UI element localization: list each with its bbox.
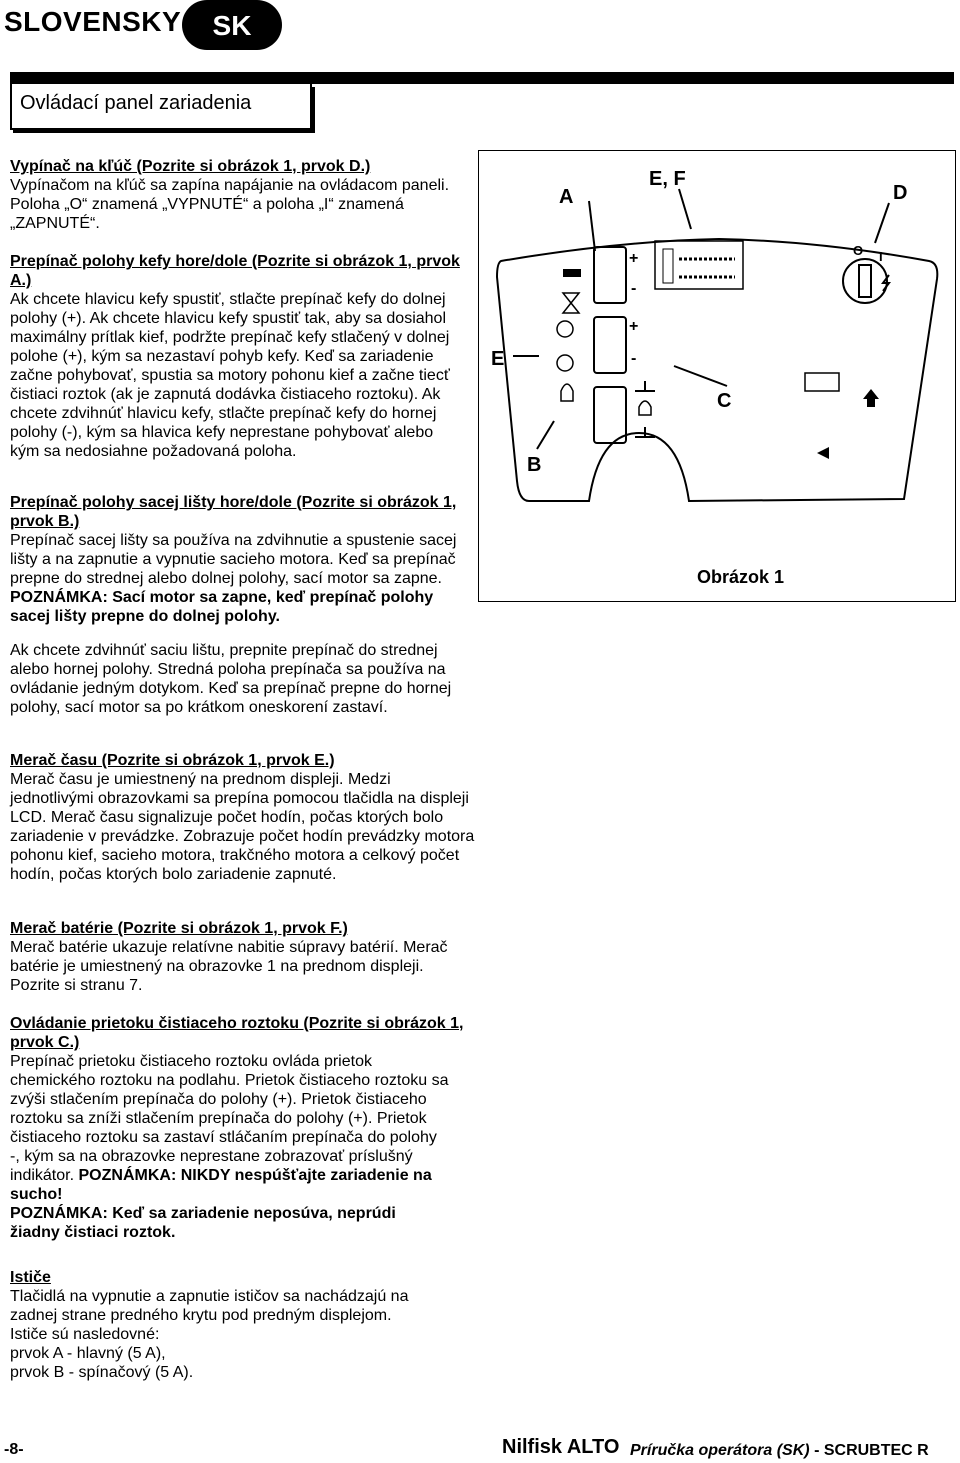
minus-sign: - xyxy=(631,350,637,367)
section-heading: Prepínač polohy sacej lišty hore/dole (Pozrite si obrázok 1, prvok B.) xyxy=(10,494,457,530)
section-heading: Vypínač na kľúč (Pozrite si obrázok 1, prvok D.) xyxy=(10,158,371,175)
section-line: prvok B - spínačový (5 A). xyxy=(10,1364,194,1381)
control-panel-figure xyxy=(478,150,956,602)
section-battery-meter xyxy=(10,919,480,995)
plus-sign: + xyxy=(629,250,639,267)
arrow-down-icon xyxy=(863,389,879,407)
section-note-2: POZNÁMKA: Keď sa zariadenie neposúva, neprúdi žiadny čistiaci roztok. xyxy=(10,1205,396,1241)
section-breakers xyxy=(10,1268,480,1382)
leader-line-ef xyxy=(679,189,691,229)
section-body: Prepínač prietoku čistiaceho roztoku ovláda prietok chemického roztoku na podlahu. Prietok čistiaceho roztoku sa zvýši stlačením prepínača do polohy (+). Prietok čistiaceho roztoku sa zníži stlačením prepínača do polohy (+). Prietok čistiaceho roztoku sa zastaví stláčaním prepínača do polohy -, kým sa na obrazovke neprestane zobrazovať príslušný indikátor. xyxy=(10,1053,449,1184)
section-hour-meter xyxy=(10,751,480,884)
plus-sign: + xyxy=(629,318,639,335)
footer-model: - SCRUBTEC R xyxy=(814,1442,929,1459)
horn-icon[interactable] xyxy=(817,447,829,459)
label-ef: E, F xyxy=(649,168,686,190)
squeegee-switch[interactable] xyxy=(594,387,626,443)
footer-manual xyxy=(630,1442,929,1460)
leader-line-d xyxy=(875,203,889,243)
section-note: POZNÁMKA: NIKDY nespúšťajte zariadenie na sucho! xyxy=(10,1167,432,1203)
section-heading: Merač batérie (Pozrite si obrázok 1, prvok F.) xyxy=(10,920,348,937)
section-heading: Prepínač polohy kefy hore/dole (Pozrite si obrázok 1, prvok A.) xyxy=(10,253,460,289)
label-d: D xyxy=(893,182,908,204)
section-solution-flow xyxy=(10,1014,480,1242)
solution-switch[interactable] xyxy=(594,317,626,373)
lightning-icon xyxy=(883,275,889,291)
section-title: Ovládací panel zariadenia xyxy=(20,92,252,114)
section-squeegee-raise xyxy=(10,641,480,717)
leader-line-c xyxy=(674,366,727,386)
section-body: Ak chcete zdvihnúť saciu lištu, prepnite prepínač do strednej alebo hornej polohy. Stredná poloha prepínača sa používa na ovládanie jedným dotykom. Keď sa prepínač prepne do hornej polohy, sací motor sa po krátkom oneskorení zastaví. xyxy=(10,642,452,716)
section-line: prvok A - hlavný (5 A), xyxy=(10,1345,166,1362)
key-slot xyxy=(859,265,871,297)
section-body: Ak chcete hlavicu kefy spustiť, stlačte prepínač kefy do dolnej polohy (+). Ak chcete hlavicu kefy spustiť tak, aby sa dosiahol maximálny prítlak kief, podržte prepínač kefy stlačený v dolnej polohe (+), kým sa nezastaví pohyb kefy. Keď sa zariadenie začne pohybovať, spustia sa motory pohonu kief a začne tiecť čistiaci roztok (ak je zapnutá dodávka čistiaceho roztoku). Ak chcete zdvihnúť hlavicu kefy, stlačte prepínač kefy do hornej polohy (-), kým sa hlavica kefy neprestane pohybovať alebo kým sa nedosiahne požadovaná poloha. xyxy=(10,291,450,460)
minus-sign: - xyxy=(631,280,637,297)
section-body: Prepínač sacej lišty sa používa na zdvihnutie a spustenie sacej lišty a na zapnutie a vypnutie sacieho motora. Keď sa prepínač prepne do strednej alebo dolnej polohy, sací motor sa zapne. xyxy=(10,532,457,587)
key-off-label: O xyxy=(853,243,864,258)
control-panel-drawing xyxy=(479,151,957,603)
label-b: B xyxy=(527,454,542,476)
hand-icon xyxy=(561,384,573,401)
machine-icon xyxy=(805,373,839,391)
language-title: SLOVENSKY xyxy=(4,6,182,37)
key-on-label: I xyxy=(879,249,883,264)
section-note: POZNÁMKA: Sací motor sa zapne, keď prepínač polohy sacej lišty prepne do dolnej polohy. xyxy=(10,589,434,625)
section-body: Merač času je umiestnený na prednom displeji. Medzi jednotlivými obrazovkami sa prepína pomocou tlačidla na displeji LCD. Merač času signalizuje počet hodín, počas ktorých bolo zariadenie v prevádzke. Zobrazuje počet hodín prevádzky motora pohonu kief, sacieho motora, trakčného motora a celkový počet hodín, počas ktorých bolo zariadenie zapnuté. xyxy=(10,771,475,883)
section-squeegee-switch xyxy=(10,493,480,626)
section-heading: Merač času (Pozrite si obrázok 1, prvok E.) xyxy=(10,752,335,769)
brush-icon xyxy=(563,269,581,277)
label-e: E xyxy=(491,348,505,370)
battery-gauge xyxy=(663,249,673,283)
section-line: Tlačidlá na vypnutie a zapnutie ističov sa nachádzajú na zadnej strane predného krytu pod predným displejom. xyxy=(10,1288,409,1324)
lcd-display xyxy=(655,241,743,289)
figure-caption: Obrázok 1 xyxy=(697,567,785,587)
footer-brand: Nilfisk ALTO xyxy=(502,1436,620,1458)
label-c: C xyxy=(717,390,732,412)
leader-line-b xyxy=(537,421,554,449)
page-number: -8- xyxy=(4,1441,24,1458)
section-body: Merač batérie ukazuje relatívne nabitie súpravy batérií. Merač batérie je umiestnený na obrazovke 1 na prednom displeji. Pozrite si stranu 7. xyxy=(10,939,448,994)
language-code-badge: SK xyxy=(182,0,282,50)
indicator-light xyxy=(557,321,573,337)
hourglass-icon xyxy=(563,293,579,313)
label-a: A xyxy=(559,186,574,208)
section-line: Ističe sú nasledovné: xyxy=(10,1326,160,1343)
section-body: Vypínačom na kľúč sa zapína napájanie na ovládacom paneli. Poloha „O“ znamená „VYPNUTÉ“ a poloha „I“ znamená „ZAPNUTÉ“. xyxy=(10,177,450,232)
leader-line-a xyxy=(589,201,595,251)
footer-manual-title: Príručka operátora (SK) xyxy=(630,1442,810,1459)
brush-switch[interactable] xyxy=(594,247,626,303)
header-rule xyxy=(10,72,954,84)
squeegee-position-icon xyxy=(635,381,655,437)
section-heading: Ističe xyxy=(10,1269,51,1286)
hand-icon xyxy=(639,401,651,415)
section-heading: Ovládanie prietoku čistiaceho roztoku (Pozrite si obrázok 1, prvok C.) xyxy=(10,1015,464,1051)
section-key-switch xyxy=(10,157,480,233)
indicator-light xyxy=(557,355,573,371)
section-brush-switch xyxy=(10,252,480,461)
